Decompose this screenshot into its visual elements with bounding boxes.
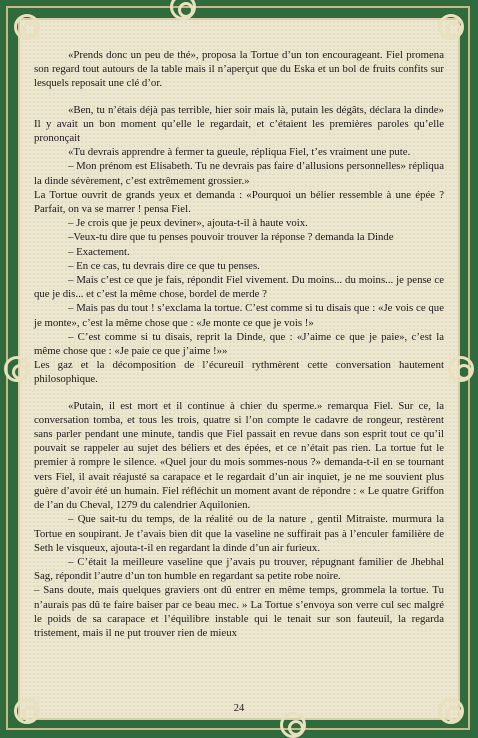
celtic-knot-right-middle-ornament-icon (448, 356, 474, 382)
story-paragraph: – Mais pas du tout ! s’exclama la tortue. C’est comme si tu disais que : «Je vois ce que je monte», c’est la même chose que : «Je monte ce que je vois !» (34, 302, 444, 329)
story-paragraph: Les gaz et la décomposition de l’écureuil rythmèrent cette conversation hautement philosophique. (34, 359, 444, 386)
story-paragraph: La Tortue ouvrit de grands yeux et demanda : «Pourquoi un bélier ressemble à une épée ? Parfait, on va se marrer ! pensa Fiel. (34, 188, 444, 216)
story-paragraph: «Putain, il est mort et il continue à chier du sperme.» remarqua Fiel. Sur ce, la conversation tomba, et tous les trois, quatre si l’on compte le cadavre de rongeur, restèrent sans parler pendant une minute, tandis que Fiel passait en revue dans son esprit tout ce qu’il pouvait se rappeler au sujet des béliers et des épées, et ce n’était pas rien. La tortue fut le premier à rompre le silence. «Quel jour du mois sommes-nous ?» demanda-t-il en se tournant vers Fiel, il avait réajusté sa carapace et le regardait d’un air inquiet, je ne me souvient plus guère d’avoir été un humain. Fiel réfléchit un moment avant de répondre : « Le quatre Griffon de l’an du Cheval, 1279 du calendrier Aquilonien. (34, 399, 444, 512)
story-paragraph: – En ce cas, tu devrais dire ce que tu penses. (68, 259, 260, 272)
story-paragraph: – Mais c’est ce que je fais, répondit Fiel vivement. Du moins... du moins... je pense ce que je dis... et c’est la même chose, bordel de merde ? (34, 274, 444, 301)
story-paragraph: «Prends donc un peu de thé», proposa la Tortue d’un ton encourageant. Fiel promena son regard tout autours de la table mais il n’aperçut que du Eska et un bol de fruits confits sur lesquels reposait une clé d’or. (34, 49, 444, 90)
story-paragraph: –Veux-tu dire que tu penses pouvoir trouver la réponse ? demanda la Dinde (68, 231, 394, 244)
celtic-knot-left-middle-ornament-icon (4, 356, 30, 382)
story-paragraph: – Je crois que je peux deviner», ajouta-t-il à haute voix. (68, 217, 308, 230)
celtic-knot-bottom-center-ornament-icon (280, 712, 306, 738)
celtic-knot-top-left-ornament-icon (14, 14, 40, 40)
story-paragraph: – Mon prénom est Elisabeth. Tu ne devrais pas faire d’allusions personnelles» répliqua la dinde sévèrement, c’est extrêmement grossier.» (34, 160, 444, 187)
story-paragraph: – Sans doute, mais quelques graviers ont dû entrer en même temps, grommela la tortue. Tu n’aurais pas dû te faire baiser par ce beau mec. » La Tortue s’envoya son verre cul sec malgré le poids de sa carapace et l’équilibre instable qui le tenait sur son fauteuil, la regarda tristement, mais il ne put trouver rien de mieux (34, 584, 444, 639)
story-paragraph: «Tu devrais apprendre à fermer ta gueule, répliqua Fiel, t’es vraiment une pute. (68, 146, 411, 159)
story-paragraph: – Que sait-tu du temps, de la réalité ou de la nature , gentil Mitraiste. murmura la Tortue en soupirant. Je t’avais bien dit que la vaseline ne suffirait pas à l’enculer familière de Seth le visqueux, ajouta-t-il en regardant la dinde d’un air furieux. (34, 513, 444, 554)
story-paragraph: – Exactement. (68, 245, 130, 258)
story-text-body (34, 48, 444, 640)
story-paragraph: – C’est comme si tu disais, reprit la Dinde, que : «J’aime ce que je paie», c’est la même chose que : «Je paie ce que j’aime !»» (34, 330, 444, 358)
story-paragraph: – C’était la meilleure vaseline que j’avais pu trouver, répugnant familier de Jhebhal Sag, répondit l’autre d’un ton humble en regardant sa petite robe noire. (34, 555, 444, 583)
story-paragraph: «Ben, tu n’étais déjà pas terrible, hier soir mais là, putain les dégâts, déclara la dinde» Il y avait un bon moment qu’elle le regardait, et c’étaient les premières paroles qu’elle prononçait (34, 103, 444, 145)
page-number: 24 (233, 703, 245, 714)
celtic-knot-top-right-ornament-icon (438, 14, 464, 40)
